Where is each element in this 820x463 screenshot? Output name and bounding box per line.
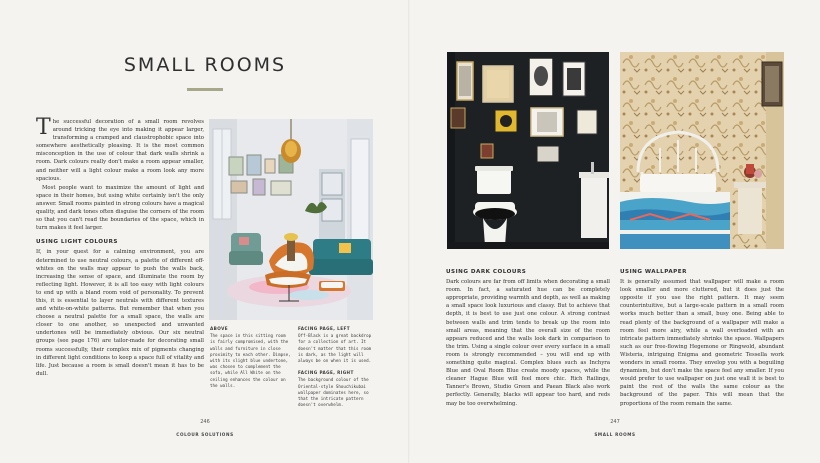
title-underline bbox=[187, 88, 223, 91]
dark-colours-column bbox=[446, 268, 610, 408]
caption-above-heading: ABOVE bbox=[210, 326, 228, 331]
intro-text: he successful decoration of a small room revolves around tricking the eye into making it appear larger, transforming a cramped and claustrophobic space into somewhere aesthetically pleasing. It is the most common misconception in the use of colour that dark walls shrink a room. Dark colours really don't make a room appear smaller, and neither will a light colour make a room look any more spacious. bbox=[36, 119, 204, 182]
drop-cap: T bbox=[36, 115, 51, 140]
dark-bathroom-photo bbox=[447, 52, 609, 249]
page-number-right: 247 bbox=[610, 419, 620, 425]
sitting-room-photo bbox=[209, 119, 373, 320]
wallpaper-body: It is generally assumed that wallpaper will make a room look smaller and more cluttered, but it does just the opposite if you use the right pattern. It may seem counterintuitive, but a large-scale pattern in a small room works much better than a small, busy one. Being able to read plenty of the background of a wallpaper will make a room feel more airy, while a wall overloaded with an intricate pattern immediately shrinks the space. Wallpapers such as our free-flowing Hegemone or Ringwold, abundant Wisteria, intriguing Enigma and geometric Tessella work wonders in small rooms. They envelop you with a beguiling dynamism, but don't make the space feel any smaller. If you would prefer to use wallpaper on just one wall it is best to paint the rest of the walls the same colour as the background of the paper. This will mean that the proportions of the room remain the same. bbox=[620, 279, 784, 407]
running-head-right: SMALL ROOMS bbox=[594, 432, 636, 437]
right-page bbox=[410, 0, 820, 463]
running-head-left: COLOUR SOLUTIONS bbox=[176, 432, 234, 437]
wallpaper-column bbox=[620, 268, 784, 408]
caption-facing-right-heading: FACING PAGE, RIGHT bbox=[298, 370, 354, 376]
intro-paragraph-2: Most people want to maximize the amount of light and space in their homes, but using white certainly isn't the only answer. Small rooms painted in strong colours have a magical quality, and dark tones often disguise the corners of the room so that you can't read the boundaries of the space, which in turn makes it feel larger. bbox=[36, 184, 204, 232]
light-colours-body: If, in your quest for a calming environment, you are determined to use neutral colours, a palette of different off-whites on the walls may appear to push the walls back, increasing the sense of space, and illuminate the room by reflecting light. However, it is all too easy with light colours to end up with a bland room void of personality. To prevent this, it is essential to layer neutrals with different textures and white-on-white patterns. But remember that when you choose a neutral palette for a small space, the walls are closer to one another, so unexpected and unwanted undertones will be immediately obvious. Our six neutral groups (see page 176) are tailor-made for decorating small rooms successfully, their complex mix of pigments changing in different light conditions to keep a space full of vitality and life. Just because a room is small doesn't mean it has to be dull. bbox=[36, 249, 204, 377]
caption-facing-left-heading: FACING PAGE, LEFT bbox=[298, 326, 350, 331]
caption-facing-right-text: The background colour of the Oriental-style Shouchikubai wallpaper dominates here, so that the intricate pattern doesn't overwhelm. bbox=[298, 377, 369, 408]
wallpaper-bedroom-photo bbox=[620, 52, 784, 249]
caption-above-text: The space in this sitting room is fairly compromised, with the walls and furniture in close proximity to each other. Dimpse, with its slight blue undertone, was chosen to complement the sofa, while All White on the ceiling enhances the colour on the walls. bbox=[210, 333, 291, 388]
light-colours-heading: USING LIGHT COLOURS bbox=[36, 239, 118, 246]
dark-colours-heading: USING DARK COLOURS bbox=[446, 269, 527, 275]
dark-colours-body: Dark colours are far from off limits when decorating a small room. In fact, a saturated hue can be completely appropriate, providing warmth and depth, as well as making a small space look luxurious and classy. But to achieve that depth, it is best to use just one colour. A strong contrast between walls and trim tends to break up the room into small areas, meaning that the overall size of the room appears reduced and the walls look dark in comparison to the trim. Using a single colour over every surface in a small room is strongly recommended – you will end up with something quite magical. Complex blues such as Inchyra Blue and Oval Room Blue create moody spaces, while the cleaner Hague Blue will feel more chic. Rich Railings, Tanner's Brown, Studio Green and Paean Black also work perfectly. Generally, blacks will appear too hard, and reds may be too overwhelming. bbox=[446, 279, 610, 407]
left-body-column bbox=[36, 115, 204, 379]
wallpaper-heading: USING WALLPAPER bbox=[620, 269, 687, 275]
intro-paragraph bbox=[36, 115, 204, 183]
caption-above bbox=[210, 326, 292, 389]
page-number-left: 246 bbox=[200, 419, 210, 425]
caption-facing-left-text: Off-Black is a great backdrop for a collection of art. It doesn't matter that this room is dark, as the light will always be on when it is used. bbox=[298, 333, 372, 364]
page-title: SMALL ROOMS bbox=[123, 54, 287, 76]
caption-facing bbox=[298, 326, 376, 408]
